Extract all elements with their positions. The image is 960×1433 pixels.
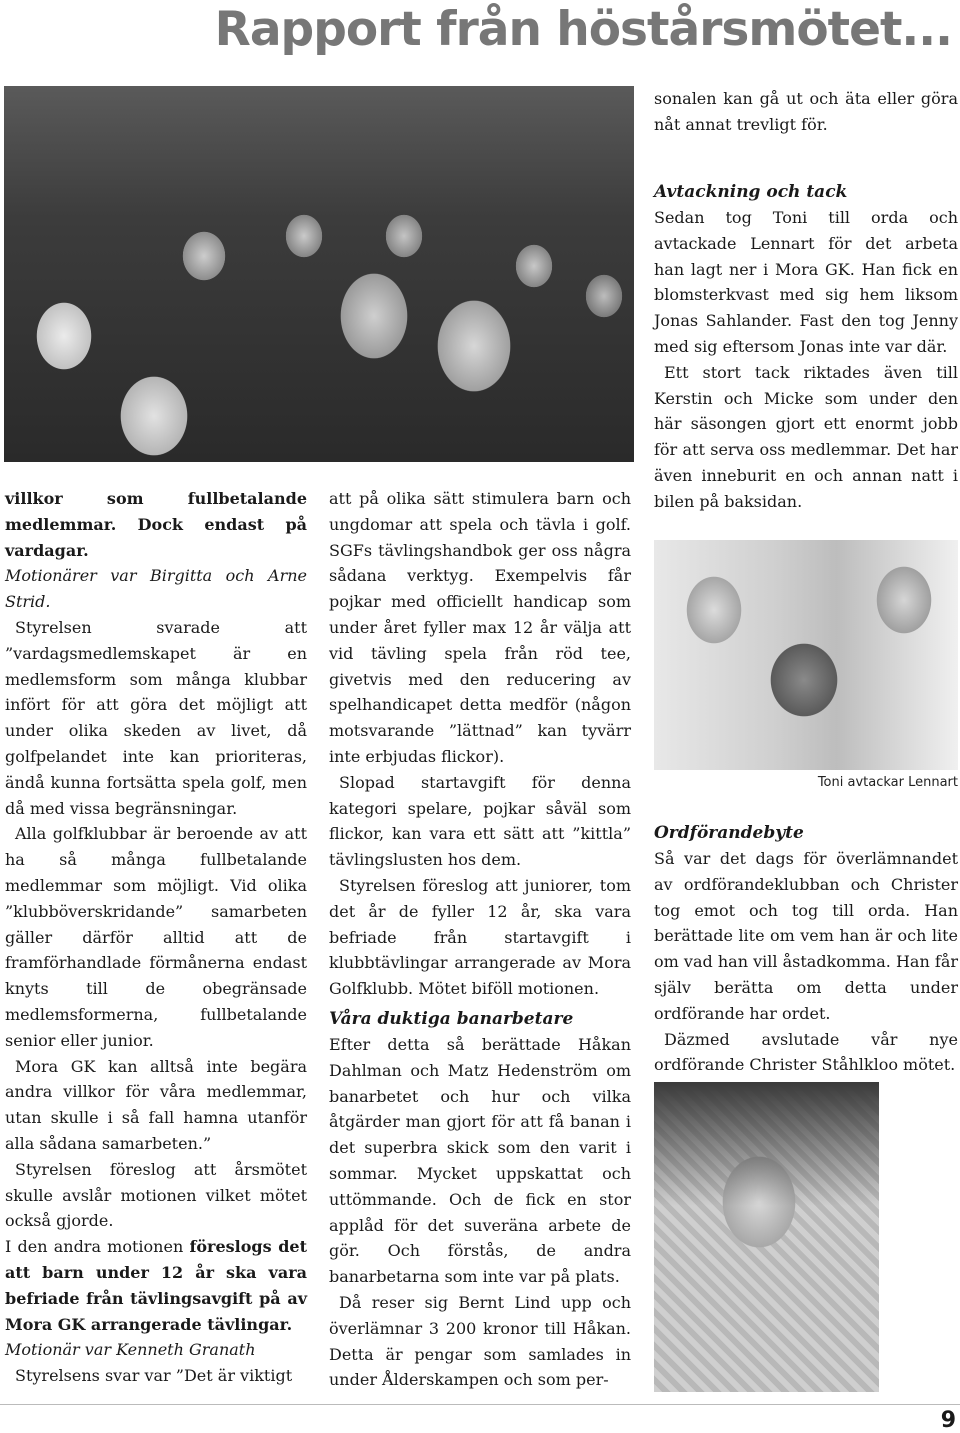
paragraph: Så var det dags för överlämnandet av ordförandeklubban och Christer tog emot och tog till orda. Han berättade lite om vem han är och lite om vad han vill åstadkomma. Han får själv berätta om detta under ordförande har ordet.: [654, 849, 958, 1023]
motion-intro: I den andra motionen: [5, 1237, 190, 1257]
meeting-audience-photo: [4, 86, 634, 462]
paragraph-motion: [5, 1234, 307, 1337]
paragraph: Styrelsens svar var ”Det är viktigt: [15, 1366, 293, 1386]
paragraph: Styrelsen svarade att ”vardagsmedlemskapet är en medlemsform som många klubbar infört för att göra det möjligt att under olika skeden av livet, då golfpelandet inte kan prioriteras, ändå kunna fortsätta spela golf, men då med vissa begränsningar.: [5, 617, 307, 818]
flower-handover-photo: [654, 540, 958, 770]
paragraph: att på olika sätt stimulera barn och ungdomar att spela och tävla i golf. SGFs tävlingshandbok ger oss några sådana verktyg. Exempelvis får pojkar med officiellt handicap som under året fyller max 12 år välja att vid tävling spela från röd tee, givetvis med den reducering av spelhandicapet detta medför (någon motsvarande ”lättnad” kan tyvärr inte erbjudas flickor).: [329, 489, 631, 766]
column-3-middle: [654, 175, 958, 515]
chairman-portrait-photo: [654, 1082, 879, 1392]
paragraph: Styrelsen föreslog att juniorer, tom det år de fyller 12 år, ska vara befriade från startavgift i klubbtävlingar arrangerade av Mora Golfklubb. Mötet biföll motionen.: [329, 875, 631, 999]
paragraph: Slopad startavgift för denna kategori spelare, pojkar såväl som flickor, kan vara ett sätt att ”kittla” tävlingslusten hos dem.: [329, 772, 631, 870]
section-heading-ordforandebyte: Ordförandebyte: [654, 823, 804, 843]
photo-caption: Toni avtackar Lennart: [817, 775, 958, 790]
page-number: 9: [940, 1408, 956, 1433]
column-2: [329, 486, 631, 1393]
paragraph: Alla golfklubbar är beroende av att ha så många fullbetalande medlemmar som möjligt. Vid olika ”klubböverskridande” samarbeten gäller därför alltid att de framförhandlade förmånerna endast knyts till de obegränsade medlemsformerna, fullbetalande senior eller junior.: [5, 824, 307, 1050]
motion-author: Motionär var Kenneth Granath: [5, 1340, 256, 1360]
paragraph: Däzmed avslutade vår nye ordförande Christer Ståhlkloo mötet.: [654, 1029, 958, 1075]
column-3-lower: [654, 816, 958, 1078]
section-heading-banarbetare: Våra duktiga banarbetare: [329, 1008, 574, 1029]
motion-proposal: föreslogs det att barn under 12 år ska vara befriade från tävlingsavgift på av Mora GK arrangerade tävlingar.: [5, 1237, 308, 1334]
column-1: [5, 486, 307, 1389]
motion-authors: Motionärer var Birgitta och Arne Strid.: [5, 566, 307, 612]
paragraph-bold: villkor som fullbetalande medlemmar. Dock endast på vardagar.: [5, 489, 307, 560]
column-3-top: [654, 86, 958, 138]
footer-rule: [0, 1404, 960, 1405]
section-heading-avtackning: Avtackning och tack: [654, 182, 848, 202]
paragraph: Mora GK kan alltså inte begära andra villkor för våra medlemmar, utan skulle i så fall hamna utanför alla sådana samarbeten.”: [5, 1056, 307, 1153]
paragraph: Efter detta så berättade Håkan Dahlman och Matz Hedenström om banarbetet och hur och vilka åtgärder man gjort för att få banan i det superbra skick som den varit i sommar. Mycket uppskattat och uttömmande. Och de fick en stor applåd för det suveräna arbete de gör. Och förstås, de andra banarbetarna som inte var på plats.: [329, 1034, 631, 1287]
paragraph: Då reser sig Bernt Lind upp och överlämnar 3 200 kronor till Håkan. Detta är pengar som samlades in under Ålderskampen och som per-: [329, 1292, 631, 1390]
page-title: Rapport från höstårsmötet...: [214, 2, 952, 57]
paragraph: sonalen kan gå ut och äta eller göra nåt annat trevligt för.: [654, 89, 958, 134]
paragraph: Ett stort tack riktades även till Kerstin och Micke som under den här säsongen gjort ett enormt jobb för att serva oss medlemmar. Det har även inneburit en och annan natt i bilen på baksidan.: [654, 362, 958, 511]
paragraph: Sedan tog Toni till orda och avtackade Lennart för det arbeta han lagt ner i Mora GK. Han fick en blomsterkvast med sig hem liksom Jonas Sahlander. Fast den tog Jenny med sig eftersom Jonas inte var där.: [654, 208, 958, 356]
paragraph: Styrelsen föreslog att årsmötet skulle avslår motionen vilket mötet också gjorde.: [5, 1159, 307, 1231]
